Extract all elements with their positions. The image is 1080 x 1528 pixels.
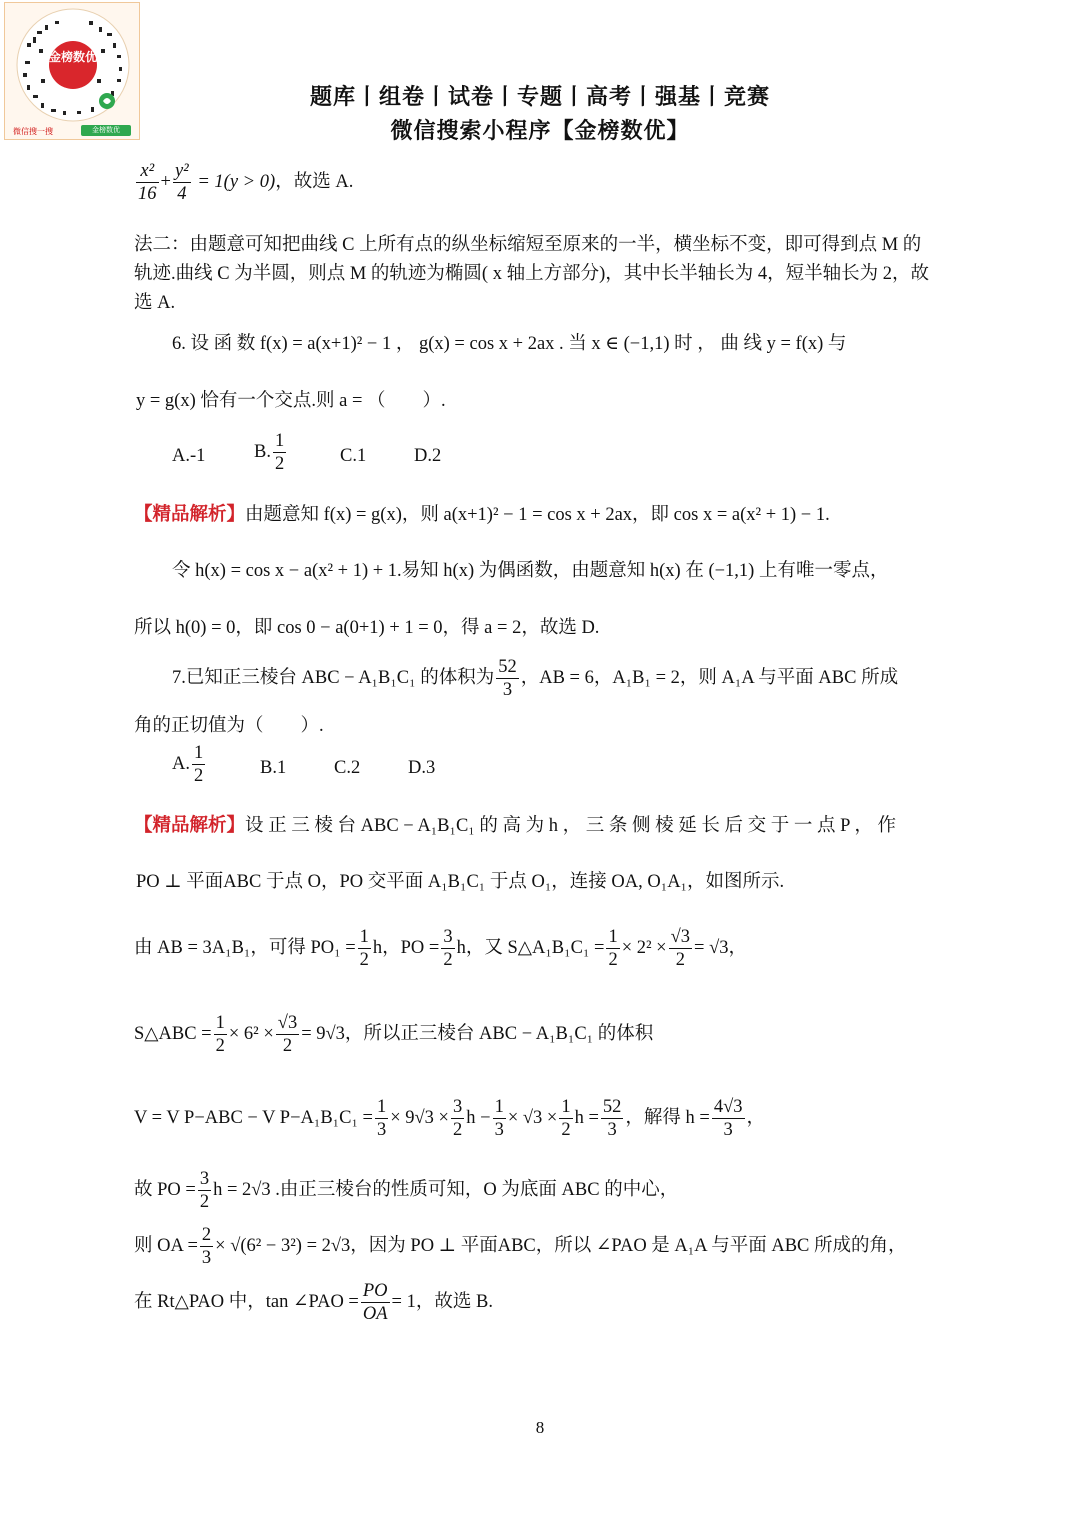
method2-line-1: 法二：由题意可知把曲线 C 上所有点的纵坐标缩短至原来的一半，横坐标不变，即可得到点 M 的: [134, 235, 922, 255]
question-7-line-1: 7.已知正三棱台 ABC − A₁B₁C₁ 的体积为 $\frac{52}{3}$ ，AB = 6，A₁B₁ = 2，则 A₁A 与平面 ABC 所成: [172, 657, 899, 700]
answer-7-line-5: V = V P−ABC − V P−A₁B₁C₁ = $\frac{1}{3}$ × 9√3 × $\frac{3}{2}$ h − $\frac{1}{3}$ × √3 × $\frac{1}{2}$ h = $\frac{52}{3}$ ，解得 h = $\frac{4√3}{3}$ ，: [134, 1097, 766, 1140]
answer-7-line-6: 故 PO = $\frac{3}{2}$ h = 2√3 .由正三棱台的性质可知，O 为底面 ABC 的中心，: [134, 1169, 679, 1212]
header-categories: 题库丨组卷丨试卷丨专题丨高考丨强基丨竞赛: [309, 84, 770, 109]
answer-7-line-1: 【精品解析】设 正 三 棱 台 ABC − A₁B₁C₁ 的 高 为 h ， 三 条 侧 棱 延 长 后 交 于 一 点 P ， 作: [134, 816, 896, 836]
ellipse-equation-line: $\frac{\text{x²}}{16}$ + $\frac{\text{y²}}{4}$ = 1(y > 0)，故选 A.: [138, 161, 354, 204]
page-number: 8: [535, 1418, 545, 1437]
question-6-line-1: 6. 设 函 数 f(x) = a(x+1)² − 1 ， g(x) = cos x + 2ax . 当 x ∈ (−1,1) 时 ， 曲 线 y = f(x) 与: [172, 334, 847, 354]
fraction: $\frac{\text{x²}}{16}$: [138, 161, 157, 204]
analysis-tag: 【精品解析】: [134, 816, 246, 836]
qr-brand-tag: 金榜数优: [81, 125, 131, 136]
answer-7-line-7: 则 OA = $\frac{2}{3}$ × √(6² − 3²) = 2√3，因为 PO ⊥ 平面ABC，所以 ∠PAO 是 A₁A 与平面 ABC 所成的角，: [134, 1225, 907, 1268]
q6-option-c[interactable]: C.1: [340, 446, 367, 466]
method2-line-3: 选 A.: [134, 293, 176, 313]
analysis-tag: 【精品解析】: [134, 505, 246, 525]
answer-6-line-3: 所以 h(0) = 0，即 cos 0 − a(0+1) + 1 = 0，得 a = 2，故选 D.: [134, 618, 600, 638]
qr-caption: 微信搜一搜: [13, 127, 53, 136]
answer-6-line-2: 令 h(x) = cos x − a(x² + 1) + 1.易知 h(x) 为偶函数，由题意知 h(x) 在 (−1,1) 上有唯一零点，: [172, 561, 889, 581]
question-6-line-2: y = g(x) 恰有一个交点.则 a = （ ）.: [136, 391, 446, 411]
q7-option-c[interactable]: C.2: [334, 758, 361, 778]
question-7-line-2: 角的正切值为（ ）.: [134, 716, 324, 736]
q7-option-a[interactable]: A. $\frac{1}{2}$: [172, 743, 204, 786]
answer-7-line-8: 在 Rt△PAO 中，tan ∠PAO = $\frac{PO}{OA}$ = 1，故选 B.: [134, 1281, 493, 1324]
header-mini-program: 微信搜索小程序【金榜数优】: [390, 118, 690, 143]
answer-7-line-3: 由 AB = 3A₁B₁，可得 PO₁ = $\frac{1}{2}$ h，PO = $\frac{3}{2}$ h，又 S△A₁B₁C₁ = $\frac{1}{2}$ × 2² × $\frac{√3}{2}$ = √3，: [134, 927, 747, 970]
q7-option-d[interactable]: D.3: [408, 758, 436, 778]
q6-option-a[interactable]: A.-1: [172, 446, 206, 466]
q7-option-b[interactable]: B.1: [260, 758, 287, 778]
method2-line-2: 轨迹.曲线 C 为半圆，则点 M 的轨迹为椭圆( x 轴上方部分)，其中长半轴长为 4，短半轴长为 2，故: [134, 264, 929, 284]
answer-6-line-1: 【精品解析】由题意知 f(x) = g(x)，则 a(x+1)² − 1 = cos x + 2ax，即 cos x = a(x² + 1) − 1.: [134, 505, 830, 525]
svg-text:金榜数优: 金榜数优: [48, 50, 98, 64]
fraction: $\frac{\text{y²}}{4}$: [174, 161, 189, 204]
q6-option-d[interactable]: D.2: [414, 446, 442, 466]
answer-7-line-4: S△ABC = $\frac{1}{2}$ × 6² × $\frac{√3}{2}$ = 9√3，所以正三棱台 ABC − A₁B₁C₁ 的体积: [134, 1013, 654, 1056]
q6-option-b[interactable]: B. $\frac{1}{2}$: [254, 431, 285, 474]
answer-7-line-2: PO ⊥ 平面ABC 于点 O，PO 交平面 A₁B₁C₁ 于点 O₁，连接 OA, O₁A₁，如图所示.: [136, 872, 785, 892]
